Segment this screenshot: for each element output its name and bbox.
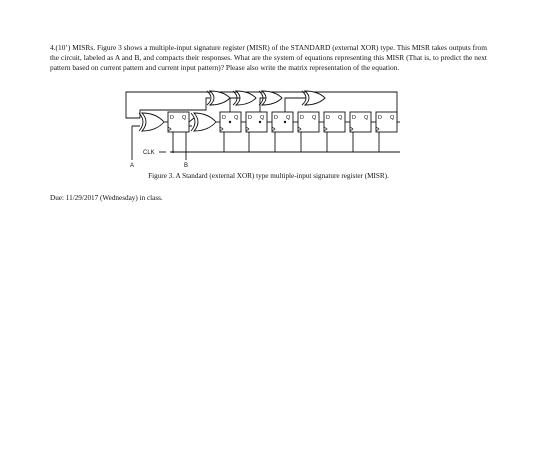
misr-figure (110, 90, 410, 170)
input-b-label: B (184, 163, 189, 169)
ff-d-label: D (352, 115, 356, 121)
ff-d-label: D (248, 115, 252, 121)
ff-d-label: D (326, 115, 330, 121)
ff-q-label: Q (182, 115, 187, 121)
ff-q-label: Q (390, 115, 395, 121)
input-xor-gate-b (194, 113, 216, 131)
clk-label: CLK (143, 150, 155, 156)
input-xor-gate-a (142, 113, 164, 131)
input-a-label: A (130, 163, 135, 169)
ff-d-label: D (300, 115, 304, 121)
figure-caption: Figure 3. A Standard (external XOR) type multiple-input signature register (MISR). (148, 172, 389, 180)
due-date-line: Due: 11/29/2017 (Wednesday) in class. (50, 194, 163, 202)
ff-d-label: D (274, 115, 278, 121)
input-a-wire (132, 126, 140, 160)
ff-q-label: Q (234, 115, 239, 121)
question-paragraph: 4.(10’) MISRs. Figure 3 shows a multiple-input signature register (MISR) of the STANDARD (external XOR) type. This MISR takes outputs from the circuit, labeled as A and B, and compacts their responses. What are the system of equations representing this MISR (That is, to predict the next pattern based on current pattern and current input pattern)? Please also write the matrix representation of the equation. (50, 43, 487, 72)
ff-q-label: Q (364, 115, 369, 121)
ff-q-label: Q (260, 115, 265, 121)
ff-q-label: Q (338, 115, 343, 121)
ff-d-label: D (222, 115, 226, 121)
ff-q-label: Q (286, 115, 291, 121)
feedback-xor-gate (210, 91, 230, 105)
feedback-xor-gate (305, 91, 325, 105)
ff-q-label: Q (312, 115, 317, 121)
ff-d-label: D (170, 115, 174, 121)
ff-d-label: D (378, 115, 382, 121)
